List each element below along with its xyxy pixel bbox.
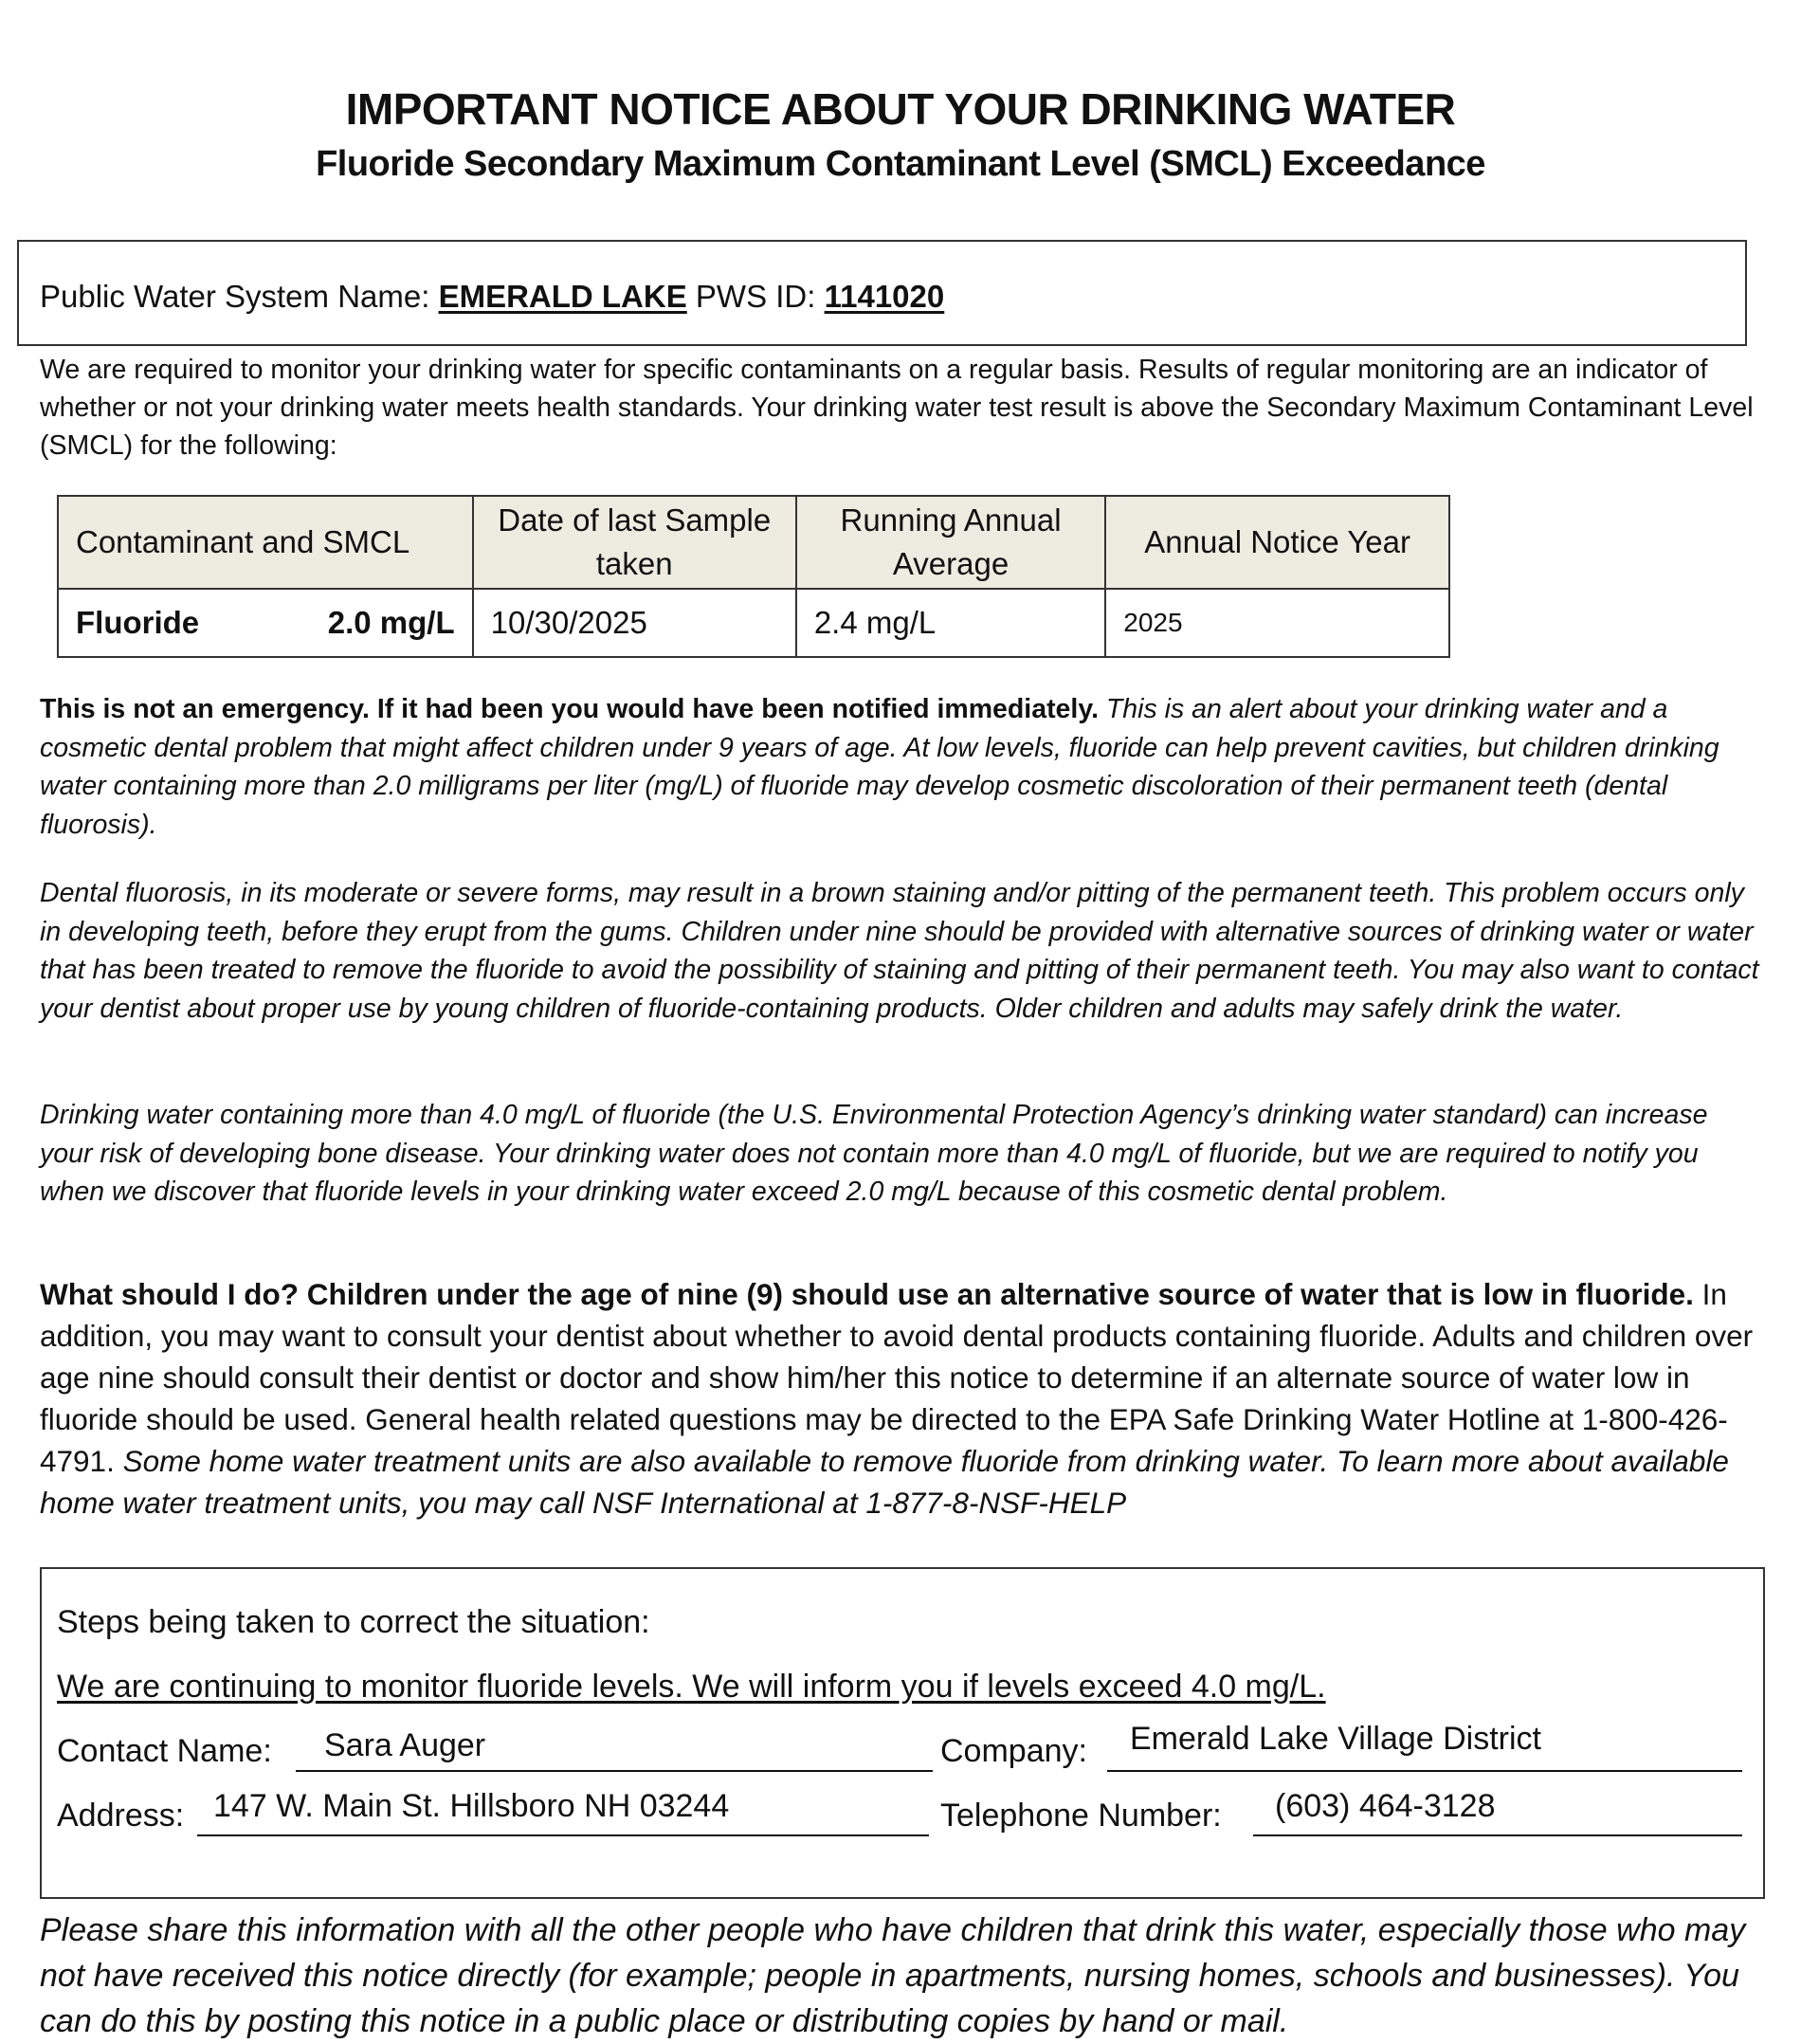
alert-text: This is an alert about your drinking water and a cosmetic dental problem that might affect children under 9 years of age. At low levels, fluoride can help prevent cavities, but children drinking water containing more than 2.0 milligrams per liter (mg/L) of fluoride may develop cosmetic discoloration of their permanent teeth (dental fluorosis).: [40, 694, 1719, 840]
contaminant-name: Fluoride: [76, 605, 200, 640]
header-contaminant: Contaminant and SMCL: [58, 496, 473, 589]
system-name-label: Public Water System Name:: [40, 279, 430, 314]
address-value: 147 W. Main St. Hillsboro NH 03244: [213, 1788, 730, 1824]
cell-sample-date: 10/30/2025: [473, 589, 796, 657]
system-info-line: [40, 279, 944, 315]
emergency-statement: This is not an emergency. If it had been you would have been notified immediately.: [40, 694, 1099, 724]
company-value: Emerald Lake Village District: [1130, 1721, 1541, 1757]
treatment-units-text: Some home water treatment units are also available to remove fluoride from drinking water. To learn more about available home water treatment units, you may call NSF International at 1-877-8-NSF-HELP: [40, 1444, 1729, 1520]
header-notice-year: Annual Notice Year: [1105, 496, 1449, 589]
intro-paragraph: We are required to monitor your drinking water for specific contaminants on a regular basis. Results of regular monitoring are an indicator of whether or not your drinking water meets health standards. Your drinking water test result is above the Secondary Maximum Contaminant Level (SMCL) for the following:: [40, 355, 1754, 461]
what-to-do-text: In addition, you may want to consult your dentist about whether to avoid dental products containing fluoride. Adults and children over age nine should consult their dentist or doctor and show him/her this notice to determine if an alternate source of water low in fluoride should be used. General health related questions may be directed to the EPA Safe Drinking Water Hotline at 1-800-426-4791.: [40, 1277, 1754, 1478]
contact-name-value: Sara Auger: [324, 1727, 486, 1763]
header-sample-date: Date of last Sample taken: [473, 496, 796, 589]
what-to-do-heading: What should I do? Children under the age of nine (9) should use an alternative source of water that is low in fluoride.: [40, 1277, 1694, 1311]
steps-text: We are continuing to monitor fluoride levels. We will inform you if levels exceed 4.0 mg/L.: [57, 1669, 1326, 1705]
address-label: Address:: [57, 1798, 185, 1834]
phone-value: (603) 464-3128: [1275, 1788, 1496, 1824]
table-row: [58, 589, 1449, 657]
closing-paragraph: Please share this information with all the other people who have children that drink this water, especially those who may not have received this notice directly (for example; people in apartments, nursing homes, schools and businesses). You can do this by posting this notice in a public place or distributing copies by hand or mail.: [40, 1912, 1746, 2039]
steps-label: Steps being taken to correct the situation:: [57, 1604, 650, 1640]
cell-contaminant: [58, 589, 473, 657]
pws-id-label: PWS ID:: [695, 279, 816, 314]
page-subtitle: Fluoride Secondary Maximum Contaminant Level (SMCL) Exceedance: [316, 144, 1485, 184]
cell-running-average: 2.4 mg/L: [796, 589, 1105, 657]
header-running-average: Running Annual Average: [796, 496, 1105, 589]
contaminant-smcl: 2.0 mg/L: [327, 605, 455, 640]
contact-name-label: Contact Name:: [57, 1733, 272, 1769]
what-to-do-paragraph: [40, 1273, 1765, 1524]
pws-id-value: 1141020: [824, 279, 945, 314]
emergency-paragraph: [40, 690, 1765, 844]
bone-disease-paragraph: Drinking water containing more than 4.0 mg/L of fluoride (the U.S. Environmental Protection Agency’s drinking water standard) can increase your risk of developing bone disease. Your drinking water does not contain more than 4.0 mg/L of fluoride, but we are required to notify you when we discover that fluoride levels in your drinking water exceed 2.0 mg/L because of this cosmetic dental problem.: [40, 1100, 1708, 1207]
table-header-row: [58, 496, 1449, 589]
fluorosis-paragraph: Dental fluorosis, in its moderate or severe forms, may result in a brown staining and/or pitting of the permanent teeth. This problem occurs only in developing teeth, before they erupt from the gums. Children under nine should be provided with alternative sources of drinking water or water that has been treated to remove the fluoride to avoid the possibility of staining and pitting of their permanent teeth. You may also want to contact your dentist about proper use by young children of fluoride-containing products. Older children and adults may safely drink the water.: [40, 878, 1759, 1024]
phone-label: Telephone Number:: [940, 1798, 1222, 1834]
results-table: [57, 495, 1450, 658]
page-title: IMPORTANT NOTICE ABOUT YOUR DRINKING WATER: [345, 84, 1456, 134]
cell-notice-year: 2025: [1105, 589, 1449, 657]
company-label: Company:: [940, 1733, 1087, 1769]
system-name-value: EMERALD LAKE: [438, 279, 687, 314]
